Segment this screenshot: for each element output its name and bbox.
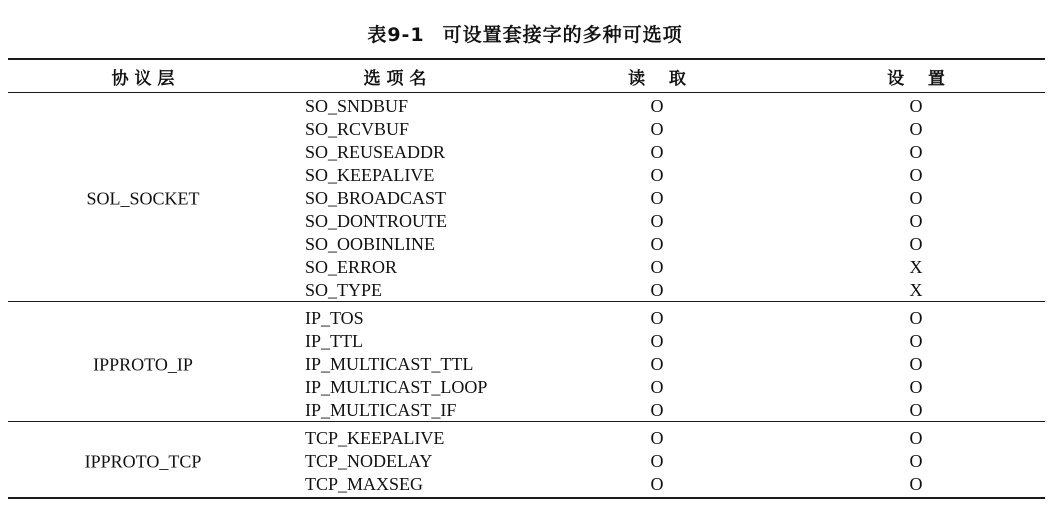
set-flag: O	[909, 428, 923, 448]
set-flag: O	[909, 188, 923, 208]
set-flag: O	[909, 234, 923, 254]
option-name: TCP_NODELAY	[305, 451, 433, 471]
table-row	[0, 164, 1050, 187]
header-layer: 协 议 层	[111, 69, 175, 89]
set-flag: O	[909, 308, 923, 328]
set-flag: O	[909, 96, 923, 116]
option-name: SO_DONTROUTE	[305, 211, 447, 231]
table-row	[0, 427, 1050, 450]
table-row	[0, 256, 1050, 279]
table-number: 表9-1	[367, 24, 425, 46]
option-name: SO_REUSEADDR	[305, 142, 446, 162]
table-row	[0, 353, 1050, 376]
option-name: SO_TYPE	[305, 280, 383, 300]
option-name: SO_OOBINLINE	[305, 234, 435, 254]
read-flag: O	[650, 400, 664, 420]
read-flag: O	[650, 96, 664, 116]
table-row	[0, 450, 1050, 473]
table-row	[0, 473, 1050, 496]
set-flag: O	[909, 165, 923, 185]
read-flag: O	[650, 188, 664, 208]
table-row	[0, 210, 1050, 233]
read-flag: O	[650, 234, 664, 254]
option-name: IP_MULTICAST_TTL	[305, 354, 474, 374]
table-row	[0, 233, 1050, 256]
header-rule	[8, 92, 1045, 93]
option-group	[0, 427, 1050, 496]
table-caption	[0, 20, 1050, 47]
set-flag: O	[909, 377, 923, 397]
set-flag: X	[909, 257, 923, 277]
option-name: SO_RCVBUF	[305, 119, 410, 139]
read-flag: O	[650, 165, 664, 185]
read-flag: O	[650, 257, 664, 277]
table-row	[0, 187, 1050, 210]
option-group	[0, 307, 1050, 422]
table-row	[0, 399, 1050, 422]
table-row	[0, 279, 1050, 302]
read-flag: O	[650, 331, 664, 351]
protocol-layer: IPPROTO_TCP	[84, 451, 202, 471]
table-row	[0, 307, 1050, 330]
read-flag: O	[650, 211, 664, 231]
set-flag: O	[909, 331, 923, 351]
set-flag: O	[909, 474, 923, 494]
table-row	[0, 141, 1050, 164]
table-row	[0, 376, 1050, 399]
option-name: TCP_KEEPALIVE	[305, 428, 445, 448]
set-flag: O	[909, 354, 923, 374]
option-name: IP_TOS	[305, 308, 364, 328]
option-name: SO_KEEPALIVE	[305, 165, 435, 185]
table-row	[0, 330, 1050, 353]
protocol-layer: IPPROTO_IP	[93, 354, 193, 374]
read-flag: O	[650, 428, 664, 448]
protocol-layer: SOL_SOCKET	[86, 188, 200, 208]
option-name: IP_MULTICAST_IF	[305, 400, 457, 420]
option-name: IP_MULTICAST_LOOP	[305, 377, 488, 397]
table-row	[0, 118, 1050, 141]
read-flag: O	[650, 280, 664, 300]
read-flag: O	[650, 308, 664, 328]
table-title: 可设置套接字的多种可选项	[442, 24, 683, 46]
table-row	[0, 95, 1050, 118]
read-flag: O	[650, 451, 664, 471]
set-flag: O	[909, 119, 923, 139]
group-separator	[8, 421, 1045, 422]
table-header	[0, 60, 1050, 92]
set-flag: O	[909, 211, 923, 231]
header-set: 设 置	[887, 69, 945, 89]
option-name: SO_BROADCAST	[305, 188, 447, 208]
set-flag: O	[909, 400, 923, 420]
read-flag: O	[650, 354, 664, 374]
header-option: 选 项 名	[363, 69, 427, 89]
option-name: TCP_MAXSEG	[305, 474, 424, 494]
read-flag: O	[650, 119, 664, 139]
read-flag: O	[650, 377, 664, 397]
bottom-rule	[8, 497, 1045, 499]
group-separator	[8, 301, 1045, 302]
set-flag: O	[909, 142, 923, 162]
option-group	[0, 95, 1050, 302]
read-flag: O	[650, 474, 664, 494]
option-name: SO_ERROR	[305, 257, 398, 277]
read-flag: O	[650, 142, 664, 162]
header-read: 读 取	[628, 69, 686, 89]
option-name: IP_TTL	[305, 331, 363, 351]
set-flag: O	[909, 451, 923, 471]
set-flag: X	[909, 280, 923, 300]
option-name: SO_SNDBUF	[305, 96, 409, 116]
